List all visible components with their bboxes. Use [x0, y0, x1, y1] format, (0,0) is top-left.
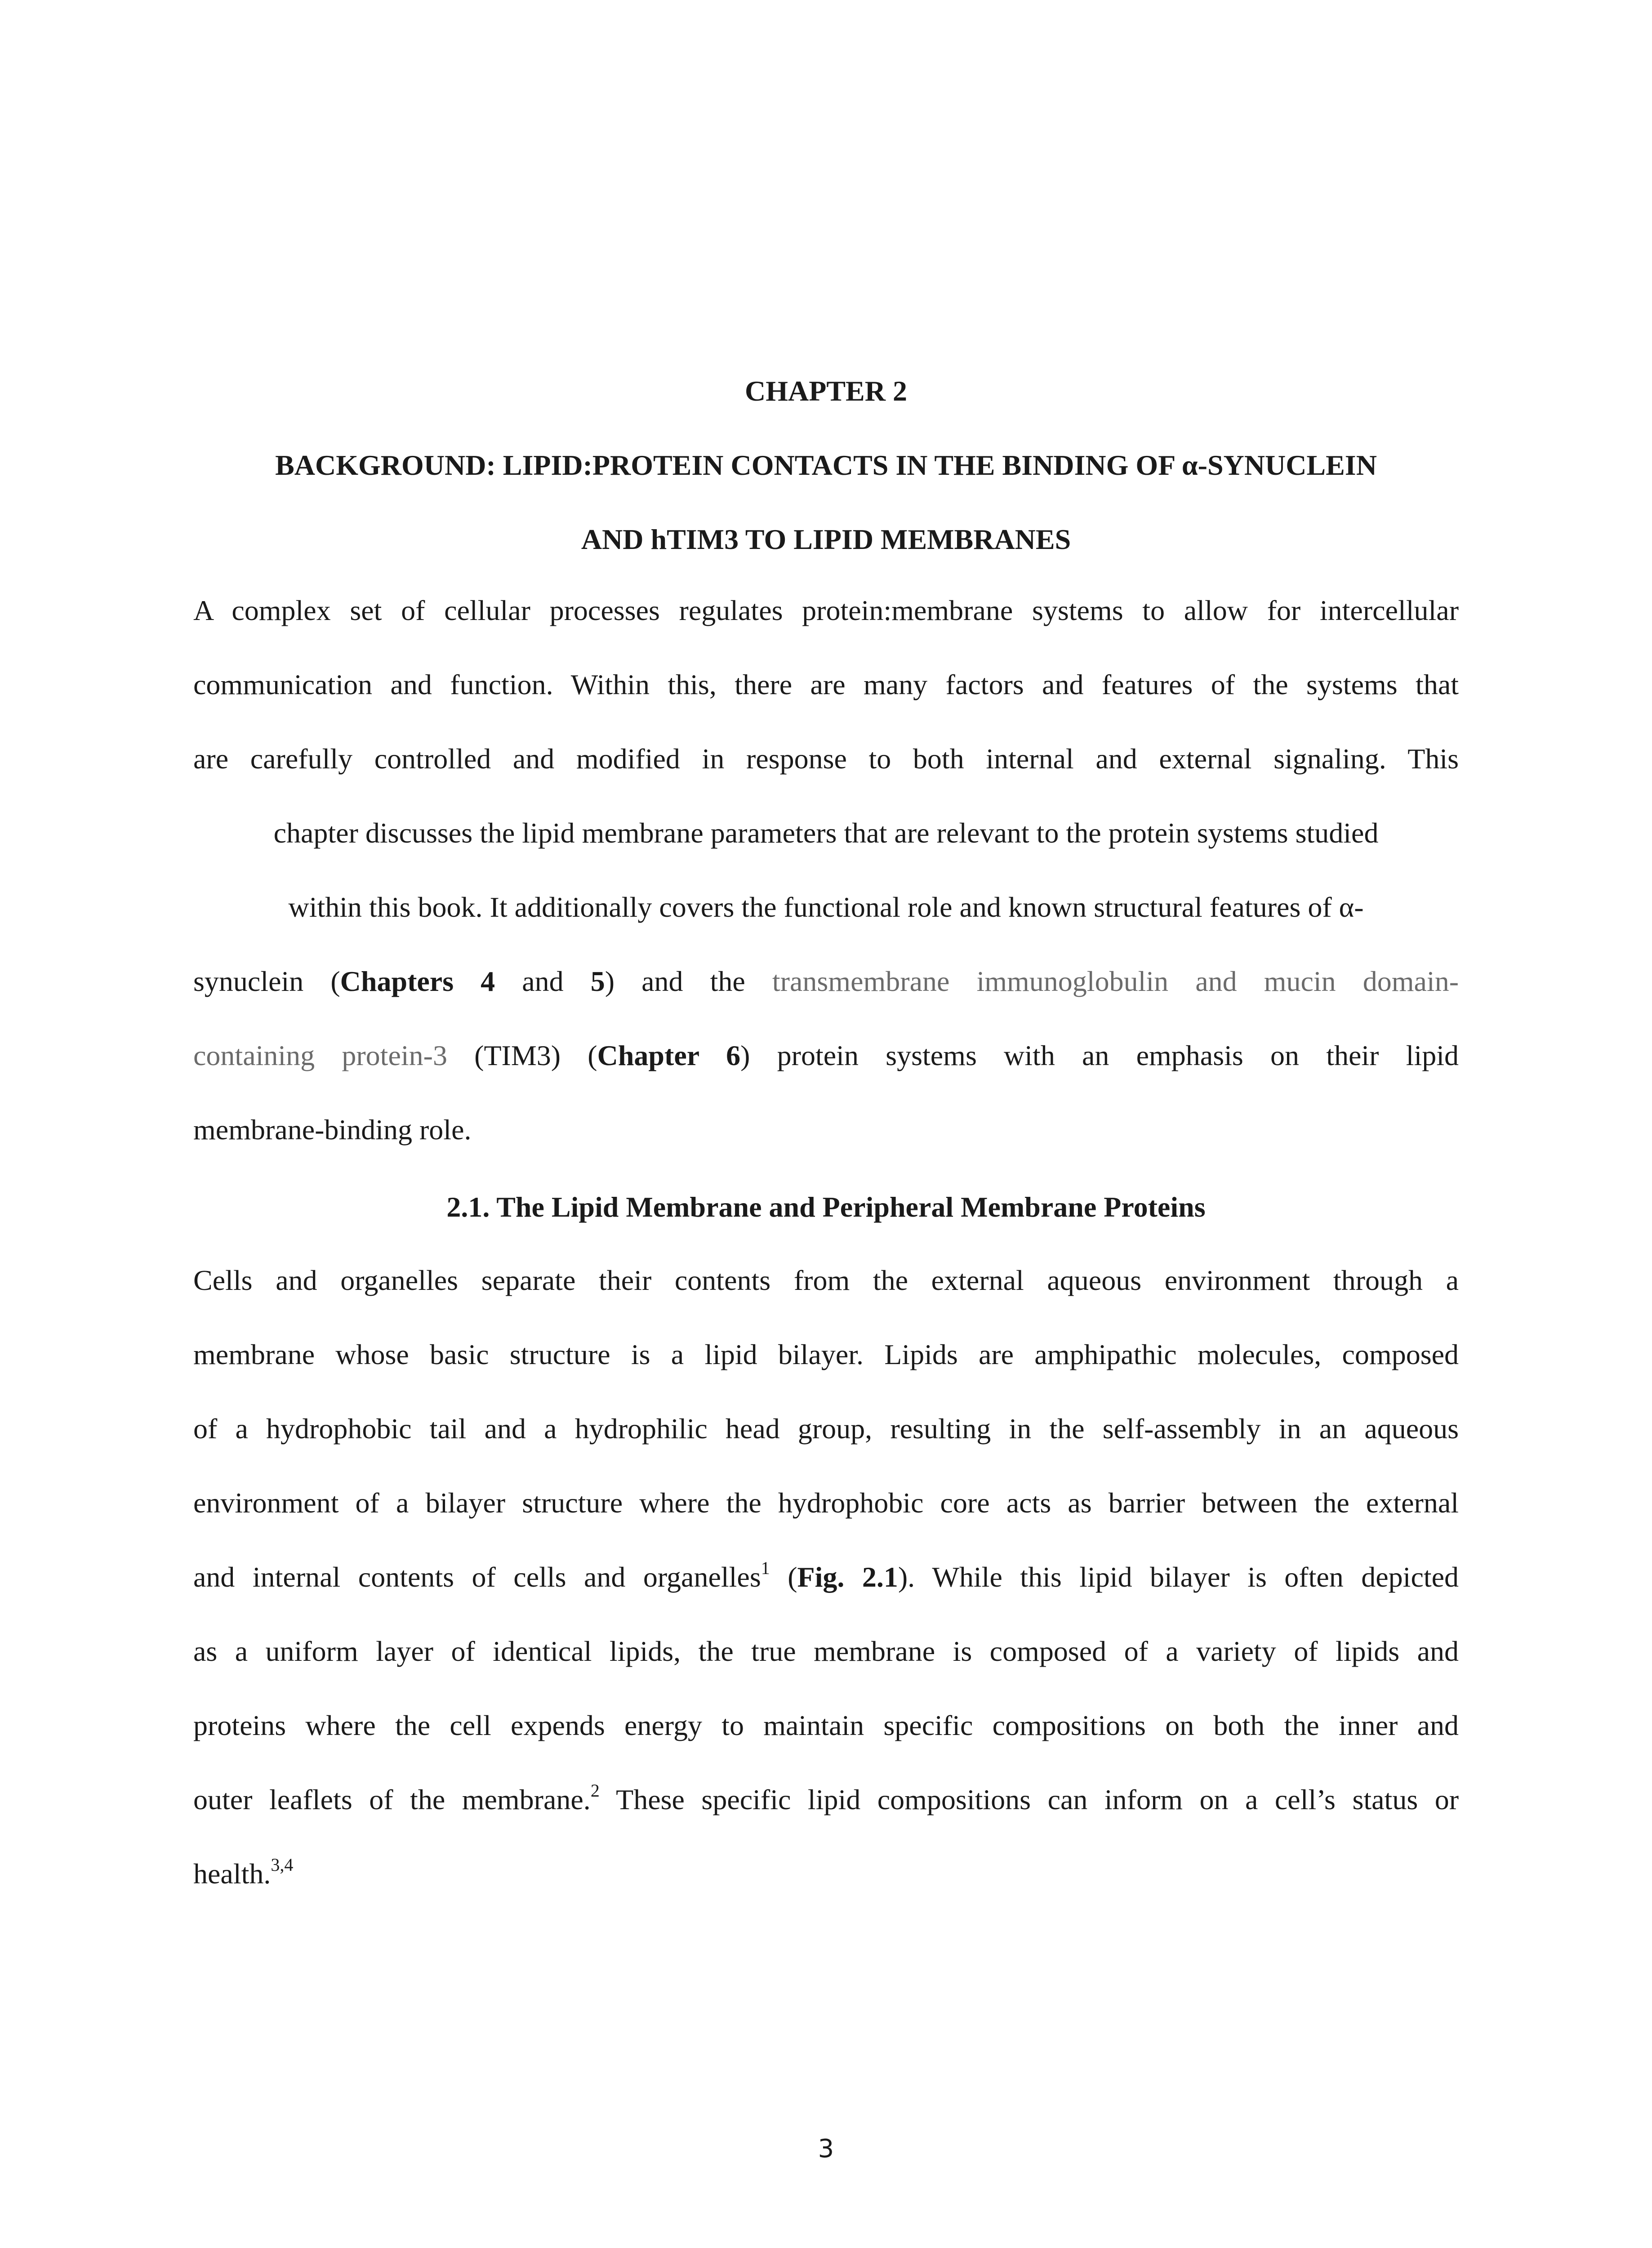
citation-superscript: 1 [761, 1558, 770, 1578]
citation-superscript: 2 [590, 1780, 600, 1801]
text-run: synuclein ( [193, 965, 340, 997]
intro-line: A complex set of cellular processes regulates protein:membrane systems to allow for intercellular [193, 594, 1459, 626]
chapter-label: CHAPTER 2 [745, 375, 907, 407]
text-run: ) protein systems with an emphasis on their lipid [740, 1039, 1459, 1071]
intro-line: communication and function. Within this, there are many factors and features of the systems that [193, 669, 1459, 700]
text-run: outer leaflets of the membrane. [193, 1784, 591, 1815]
chapter-reference: Chapters 4 [340, 965, 495, 997]
section-line: membrane whose basic structure is a lipid bilayer. Lipids are amphipathic molecules, composed [193, 1338, 1459, 1370]
page-number: 3 [818, 2134, 834, 2163]
section-line: as a uniform layer of identical lipids, the true membrane is composed of a variety of lipids and [193, 1635, 1459, 1667]
text-run: and [495, 965, 591, 997]
text-run: (TIM3) ( [447, 1039, 597, 1071]
chapter-reference: Chapter 6 [597, 1039, 741, 1071]
text-run: ( [770, 1561, 797, 1593]
intro-line: membrane-binding role. [193, 1114, 472, 1146]
intro-line: are carefully controlled and modified in response to both internal and external signaling. This [193, 743, 1459, 775]
chapter-title-line-2: AND hTIM3 TO LIPID MEMBRANES [581, 523, 1071, 555]
intro-paragraph [193, 573, 1459, 1167]
section-line: proteins where the cell expends energy to maintain specific compositions on both the inner and [193, 1709, 1459, 1741]
section-line [193, 1837, 1459, 1911]
section-line: Cells and organelles separate their contents from the external aqueous environment through a [193, 1264, 1459, 1296]
section-line: of a hydrophobic tail and a hydrophilic head group, resulting in the self-assembly in an aqueous [193, 1413, 1459, 1445]
intro-line: chapter discusses the lipid membrane parameters that are relevant to the protein systems studied [273, 817, 1379, 849]
intro-line: within this book. It additionally covers the functional role and known structural features of α- [288, 891, 1364, 923]
text-run: health. [193, 1858, 271, 1890]
section-line [193, 1762, 1459, 1837]
text-run: ) and the [605, 965, 772, 997]
text-run: and internal contents of cells and organelles [193, 1561, 761, 1593]
section-line [193, 1540, 1459, 1614]
chapter-title-line-1: BACKGROUND: LIPID:PROTEIN CONTACTS IN THE BINDING OF α-SYNUCLEIN [275, 449, 1377, 481]
section-paragraph [193, 1243, 1459, 1911]
text-run: ). While this lipid bilayer is often depicted [898, 1561, 1459, 1593]
intro-line [193, 1018, 1459, 1093]
protein-name: transmembrane immunoglobulin and mucin domain- [772, 965, 1459, 997]
protein-name: containing protein-3 [193, 1039, 447, 1071]
intro-line [193, 944, 1459, 1018]
citation-superscript: 3,4 [271, 1855, 294, 1875]
chapter-reference: 5 [590, 965, 605, 997]
figure-reference: Fig. 2.1 [797, 1561, 898, 1593]
section-line: environment of a bilayer structure where the hydrophobic core acts as barrier between the external [193, 1487, 1459, 1519]
text-run: These specific lipid compositions can inform on a cell’s status or [599, 1784, 1459, 1815]
section-heading: 2.1. The Lipid Membrane and Peripheral Membrane Proteins [446, 1191, 1206, 1223]
